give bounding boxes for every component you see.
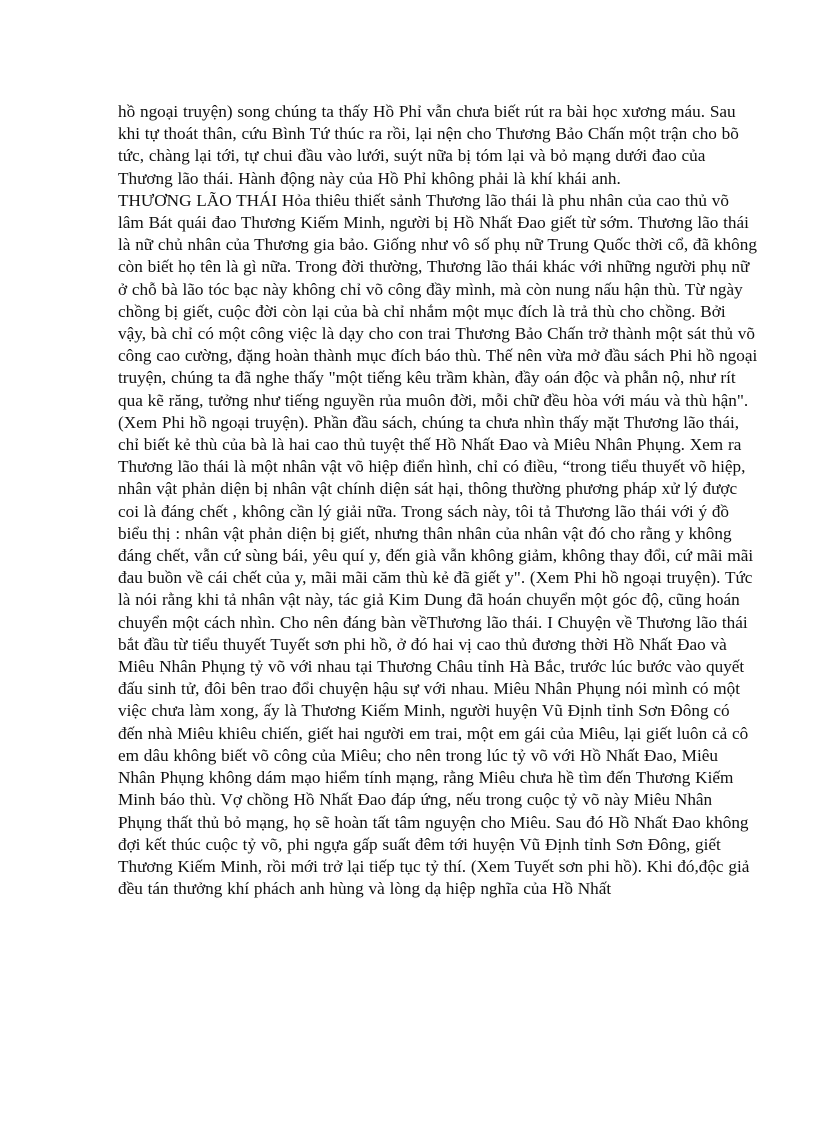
paragraph-2: THƯƠNG LÃO THÁI Hỏa thiêu thiết sảnh Thương lão thái là phu nhân của cao thủ võ lâm Bát quái đao Thương Kiếm Minh, người bị Hồ Nhất Đao giết từ sớm. Thương lão thái là nữ chủ nhân của Thương gia bảo. Giống như vô số phụ nữ Trung Quốc thời cổ, đã không còn biết họ tên là gì nữa. Trong đời thường, Thương lão thái khác với những người phụ nữ ở chỗ bà lão tóc bạc này không chỉ võ công đầy mình, mà còn nung nấu hận thù. Từ ngày chồng bị giết, cuộc đời còn lại của bà chỉ nhắm một mục đích là trả thù cho chồng. Bởi vậy, bà chỉ có một công việc là dạy cho con trai Thương Bảo Chấn trở thành một sát thủ võ công cao cường, đặng hoàn thành mục đích báo thù. Thế nên vừa mở đầu sách Phi hồ ngoại truyện, chúng ta đã nghe thấy "một tiếng kêu trầm khàn, đầy oán độc và phẫn nộ, như rít qua kẽ răng, tưởng như tiếng nguyền rủa muôn đời, mỗi chữ đều hòa với máu và thù hận". (Xem Phi hồ ngoại truyện). Phần đầu sách, chúng ta chưa nhìn thấy mặt Thương lão thái, chỉ biết kẻ thù của bà là hai cao thủ tuyệt thế Hồ Nhất Đao và Miêu Nhân Phụng. Xem ra Thương lão thái là một nhân vật võ hiệp điển hình, chỉ có điều, “trong tiểu thuyết võ hiệp, nhân vật phản diện bị nhân vật chính diện sát hại, thông thường phương pháp xử lý được coi là đáng chết , không cần lý giải nữa. Trong sách này, tôi tả Thương lão thái với ý đồ biểu thị : nhân vật phản diện bị giết, nhưng thân nhân của nhân vật đó cho rằng y không đáng chết, vẫn cứ sùng bái, yêu quí y, đến già vẫn không giảm, không thay đổi, cứ mãi mãi đau buồn về cái chết của y, mãi mãi căm thù kẻ đã giết y". (Xem Phi hồ ngoại truyện). Tức là nói rằng khi tả nhân vật này, tác giả Kim Dung đã hoán chuyển một góc độ, cũng hoán chuyển một cách nhìn. Cho nên đáng bàn vềThương lão thái. I Chuyện về Thương lão thái bắt đầu từ tiểu thuyết Tuyết sơn phi hồ, ở đó hai vị cao thủ đương thời Hồ Nhất Đao và Miêu Nhân Phụng tỷ võ với nhau tại Thương Châu tỉnh Hà Bắc, trước lúc bước vào quyết đấu sinh tử, đôi bên trao đổi chuyện hậu sự với nhau. Miêu Nhân Phụng nói mình có một việc chưa làm xong, ấy là Thương Kiếm Minh, người huyện Vũ Định tỉnh Sơn Đông có đến nhà Miêu khiêu chiến, giết hai người em trai, một em gái của Miêu, lại giết luôn cả cô em dâu không biết võ công của Miêu; cho nên trong lúc tỷ võ với Hồ Nhất Đao, Miêu Nhân Phụng không dám mạo hiểm tính mạng, rằng Miêu chưa hề tìm đến Thương Kiếm Minh báo thù. Vợ chồng Hồ Nhất Đao đáp ứng, nếu trong cuộc tỷ võ này Miêu Nhân Phụng thất thủ bỏ mạng, họ sẽ hoàn tất tâm nguyện cho Miêu. Sau đó Hồ Nhất Đao không đợi kết thúc cuộc tỷ võ, phi ngựa gấp suất đêm tới huyện Vũ Định tỉnh Sơn Đông, giết Thương Kiếm Minh, rồi mới trở lại tiếp tục tỷ thí. (Xem Tuyết sơn phi hồ). Khi đó,độc giả đều tán thưởng khí phách anh hùng và lòng dạ hiệp nghĩa của Hồ Nhất bbox=[118, 190, 758, 899]
paragraph-1: hồ ngoại truyện) song chúng ta thấy Hồ Phỉ vẫn chưa biết rút ra bài học xương máu. Sau khi tự thoát thân, cứu Bình Tứ thúc ra rồi, lại nện cho Thương Bảo Chấn một trận cho bõ tức, chàng lại tới, tự chui đầu vào lưới, suýt nữa bị tóm lại và bỏ mạng dưới đao của Thương lão thái. Hành động này của Hồ Phỉ không phải là khí khái anh. bbox=[118, 102, 739, 188]
body-text bbox=[118, 101, 758, 900]
